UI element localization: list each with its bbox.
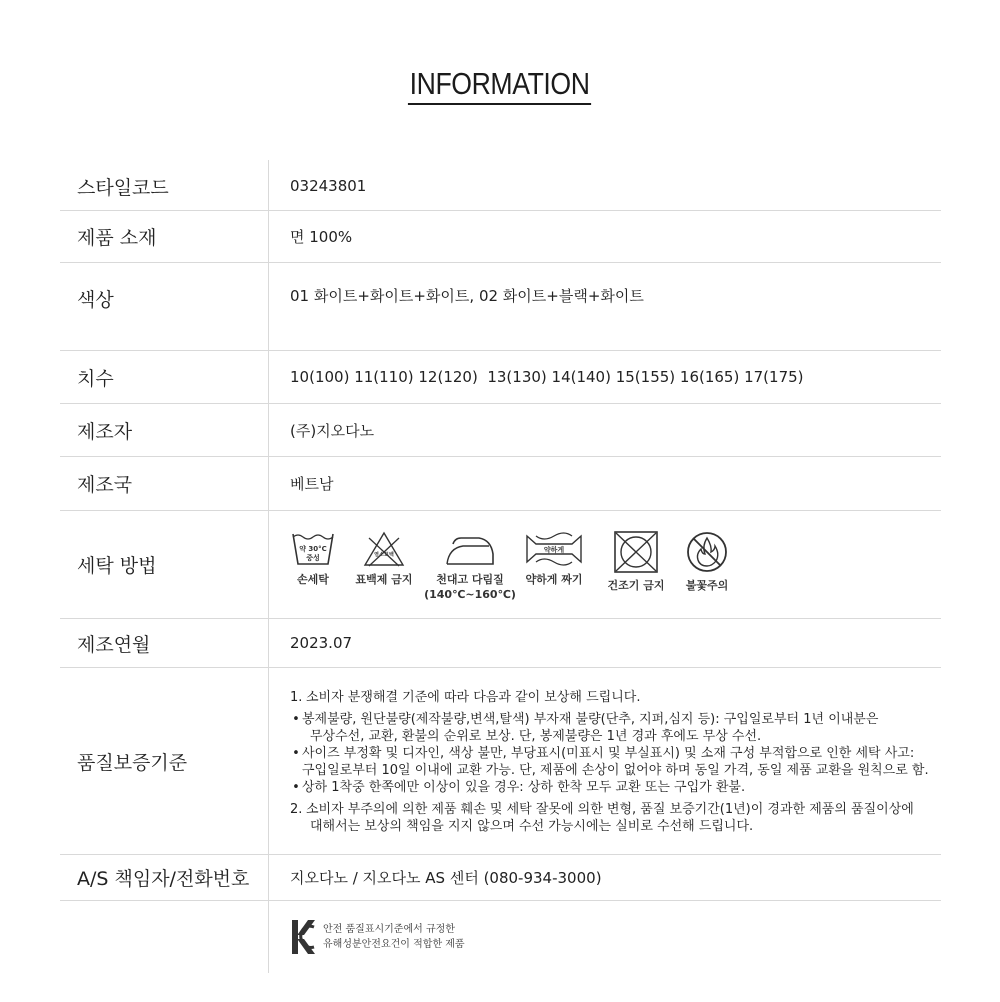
country-label: 제조국 — [60, 457, 269, 510]
care-iron — [424, 530, 516, 602]
no-bleach-inner-left: 염소 — [374, 551, 384, 558]
material-label: 제품 소재 — [60, 211, 269, 262]
row-warranty — [60, 668, 941, 855]
warranty-label: 품질보증기준 — [60, 668, 269, 854]
no-bleach-icon — [362, 530, 406, 568]
warranty-bullet-2: • 사이즈 부정확 및 디자인, 색상 불만, 부당표시(미표시 및 부실표시) 및 소재 구성 부적합으로 인한 세탁 사고: — [292, 746, 915, 761]
warranty-line-1: 소비자 분쟁해결 기준에 따라 다음과 같이 보상해 드립니다. — [306, 690, 641, 705]
warranty-bullet-1-a: 봉제불량, 원단불량(제작불량,변색,탈색) 부자재 불량(단추, 지퍼,심지 등): 구입일로부터 1년 이내분은 — [302, 712, 879, 727]
warranty-item-2 — [290, 801, 929, 818]
country-value: 베트남 — [290, 475, 334, 493]
kc-line-2: 유해성분안전요건이 적합한 제품 — [323, 939, 465, 950]
iron-caption-temp: (140℃~160℃) — [424, 587, 516, 601]
care-flame-caution — [682, 530, 732, 593]
row-country — [60, 457, 941, 511]
wash-label: 세탁 방법 — [60, 511, 269, 618]
gentle-wring-inner: 약하게 — [543, 545, 565, 554]
hand-wash-icon — [290, 530, 336, 568]
warranty-bullet-3: • 상하 1착중 한쪽에만 이상이 있을 경우: 상하 한착 모두 교환 또는 구입가 환불. — [292, 780, 746, 795]
as-value: 지오다노 / 지오다노 AS 센터 (080-934-3000) — [290, 869, 602, 887]
care-hand-wash — [290, 530, 336, 587]
row-kc — [60, 901, 941, 973]
style-code-value: 03243801 — [290, 177, 367, 195]
kc-label — [60, 901, 269, 973]
warranty-body — [269, 668, 941, 854]
gentle-wring-caption: 약하게 짜기 — [525, 572, 583, 586]
warranty-item-1 — [290, 689, 929, 706]
row-size — [60, 351, 941, 404]
size-value: 10(100) 11(110) 12(120) 13(130) 14(140) 15(155) 16(165) 17(175) — [290, 368, 804, 386]
row-wash — [60, 511, 941, 619]
kc-value — [269, 901, 941, 973]
no-bleach-inner-right: 표백 — [384, 551, 394, 558]
flame-caution-icon — [685, 530, 729, 574]
iron-icon — [441, 530, 499, 568]
hand-wash-neutral: 중성 — [306, 553, 320, 562]
style-code-label: 스타일코드 — [60, 160, 269, 210]
row-color — [60, 263, 941, 351]
flame-caution-caption: 불꽃주의 — [685, 578, 729, 592]
row-style-code — [60, 160, 941, 211]
as-label: A/S 책임자/전화번호 — [60, 855, 269, 900]
no-tumble-dry-caption: 건조기 금지 — [607, 578, 665, 592]
maker-label: 제조자 — [60, 404, 269, 456]
care-no-bleach — [354, 530, 414, 587]
warranty-num-1: 1. — [290, 690, 303, 705]
warranty-num-2: 2. — [290, 802, 303, 817]
maker-value: (주)지오다노 — [290, 421, 375, 440]
info-table — [60, 160, 941, 973]
date-label: 제조연월 — [60, 619, 269, 667]
page-title: INFORMATION — [408, 66, 591, 105]
kc-certification-icon — [290, 918, 316, 956]
material-value: 면 100% — [290, 228, 353, 246]
row-as — [60, 855, 941, 901]
hand-wash-caption: 손세탁 — [297, 572, 329, 586]
row-material — [60, 211, 941, 263]
no-bleach-caption: 표백제 금지 — [355, 572, 413, 586]
date-value: 2023.07 — [290, 634, 353, 652]
warranty-bullet-2-a: 사이즈 부정확 및 디자인, 색상 불만, 부당표시(미표시 및 부실표시) 및 소재 구성 부적합으로 인한 세탁 사고: — [302, 746, 915, 761]
color-label: 색상 — [60, 263, 269, 350]
hand-wash-temp: 약 30°C — [299, 544, 327, 553]
warranty-bullet-1: • 봉제불량, 원단불량(제작불량,변색,탈색) 부자재 불량(단추, 지퍼,심지 등): 구입일로부터 1년 이내분은 — [292, 712, 879, 727]
row-date — [60, 619, 941, 668]
color-value: 01 화이트+화이트+화이트, 02 화이트+블랙+화이트 — [290, 287, 644, 305]
no-tumble-dry-icon — [613, 530, 659, 574]
warranty-bullet-3-text: 상하 1착중 한쪽에만 이상이 있을 경우: 상하 한착 모두 교환 또는 구입가 환불. — [302, 780, 746, 795]
kc-line-1: 안전 품질표시기준에서 규정한 — [323, 924, 455, 935]
care-no-tumble-dry — [606, 530, 666, 593]
care-gentle-wring — [524, 530, 584, 587]
title-wrap — [0, 66, 1000, 105]
warranty-bullet-1-b: 무상수선, 교환, 환불의 순위로 보상. 단, 봉제불량은 1년 경과 후에도 무상 수선. — [310, 729, 762, 744]
iron-caption: 천대고 다림질 — [436, 572, 504, 586]
row-maker — [60, 404, 941, 457]
wash-icons — [269, 511, 941, 618]
gentle-wring-icon — [524, 530, 584, 568]
warranty-bullet-2-b: 구입일로부터 10일 이내에 교환 가능. 단, 제품에 손상이 없어야 하며 동일 가격, 동일 제품 교환을 원칙으로 함. — [302, 763, 929, 778]
warranty-line-2-b: 대해서는 보상의 책임을 지지 않으며 수선 가능시에는 실비로 수선해 드립니다. — [310, 819, 754, 834]
warranty-line-2-a: 소비자 부주의에 의한 제품 훼손 및 세탁 잘못에 의한 변형, 품질 보증기간(1년)이 경과한 제품의 품질이상에 — [306, 802, 914, 817]
size-label: 치수 — [60, 351, 269, 403]
